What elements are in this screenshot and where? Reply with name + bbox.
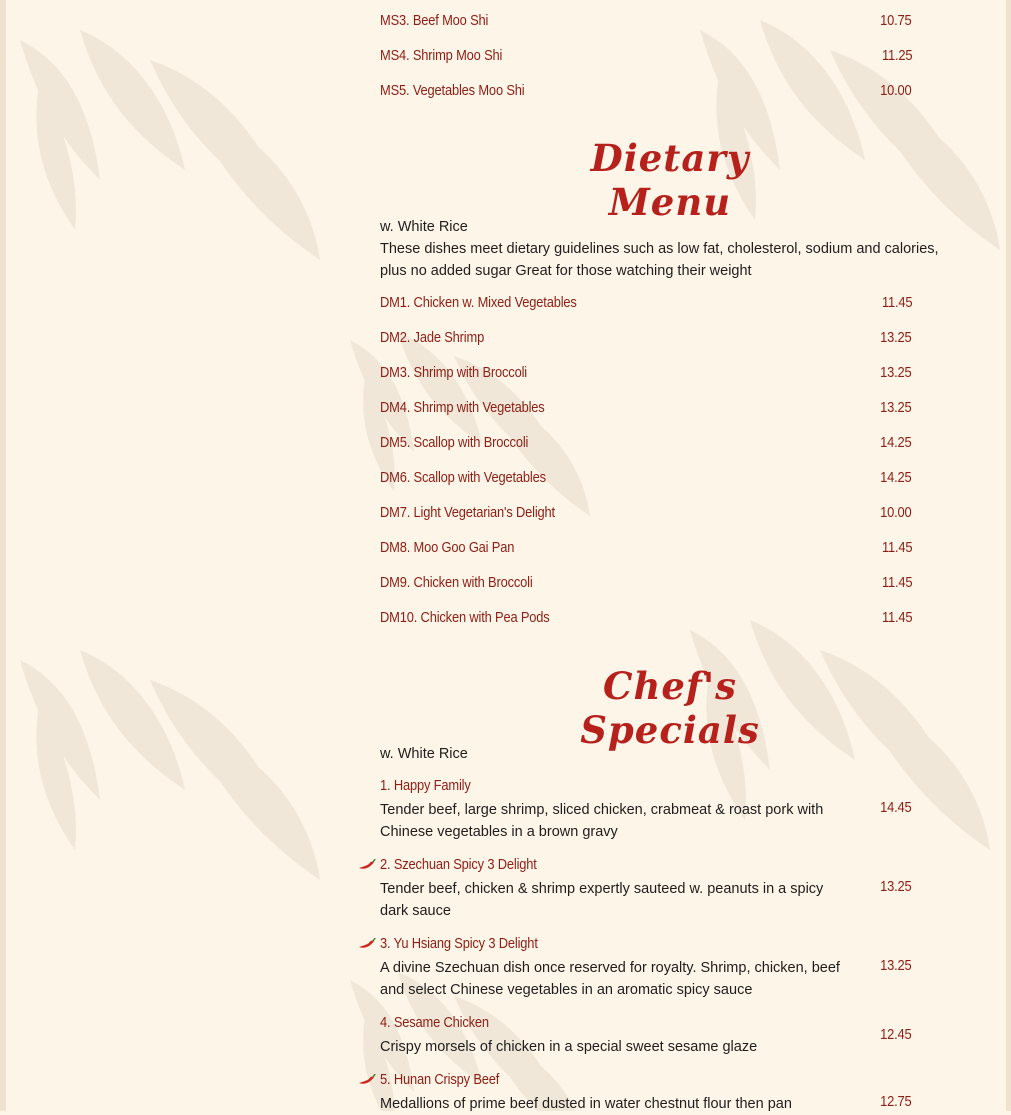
menu-item-price: 10.00 [880, 82, 912, 99]
chili-pepper-icon [358, 938, 376, 950]
menu-item-name: MS5. Vegetables Moo Shi [380, 82, 525, 99]
menu-item-price: 12.45 [880, 1026, 912, 1043]
chili-pepper-icon [358, 1074, 376, 1086]
section-description: plus no added sugar Great for those watching their weight [380, 263, 752, 279]
menu-item-price: 14.45 [880, 799, 912, 816]
menu-item-price: 13.25 [880, 878, 912, 895]
menu-item-description: Tender beef, chicken & shrimp expertly sauteed w. peanuts in a spicy dark sauce [380, 881, 824, 919]
menu-item-price: 13.25 [880, 399, 912, 416]
menu-item-name: DM4. Shrimp with Vegetables [380, 399, 545, 416]
menu-item-name: 1. Happy Family [380, 777, 471, 794]
menu-item-price: 14.25 [880, 469, 912, 486]
menu-item-price: 11.25 [881, 47, 912, 64]
menu-item-price: 11.45 [881, 609, 912, 626]
menu-item-name: DM10. Chicken with Pea Pods [380, 609, 550, 626]
menu-item-name: 2. Szechuan Spicy 3 Delight [380, 856, 537, 873]
menu-item-name: 5. Hunan Crispy Beef [380, 1071, 500, 1088]
menu-item-price: 11.45 [881, 294, 912, 311]
menu-item-name: MS3. Beef Moo Shi [380, 12, 489, 29]
menu-item-name: DM1. Chicken w. Mixed Vegetables [380, 294, 577, 311]
section-note: w. White Rice [380, 219, 468, 235]
menu-item-name: DM3. Shrimp with Broccoli [380, 364, 527, 381]
menu-item-price: 10.00 [880, 504, 912, 521]
menu-item-price: 13.25 [880, 364, 912, 381]
menu-item-name: DM8. Moo Goo Gai Pan [380, 539, 515, 556]
section-note: w. White Rice [380, 746, 468, 762]
menu-item-name: DM9. Chicken with Broccoli [380, 574, 533, 591]
chili-pepper-icon [358, 859, 376, 871]
menu-item-name: DM7. Light Vegetarian's Delight [380, 504, 555, 521]
menu-item-name: DM2. Jade Shrimp [380, 329, 485, 346]
section-description: These dishes meet dietary guidelines such as low fat, cholesterol, sodium and calories, [380, 241, 939, 257]
menu-item-price: 13.25 [880, 957, 912, 974]
section-title-chefs-specials: Chef's Specials [580, 664, 760, 752]
menu-item-name: 4. Sesame Chicken [380, 1014, 489, 1031]
menu-item-price: 11.45 [881, 574, 912, 591]
section-title-dietary: Dietary Menu [590, 136, 750, 224]
menu-item-description: Tender beef, large shrimp, sliced chicken, crabmeat & roast pork with Chinese vegetables in a brown gravy [380, 802, 824, 840]
menu-item-description: A divine Szechuan dish once reserved for royalty. Shrimp, chicken, beef and select Chinese vegetables in an aromatic spicy sauce [380, 960, 840, 998]
menu-item-price: 13.25 [880, 329, 912, 346]
menu-item-name: DM5. Scallop with Broccoli [380, 434, 529, 451]
menu-item-name: MS4. Shrimp Moo Shi [380, 47, 503, 64]
menu-item-description: Crispy morsels of chicken in a special sweet sesame glaze [380, 1039, 758, 1055]
menu-item-name: DM6. Scallop with Vegetables [380, 469, 546, 486]
menu-item-price: 12.75 [880, 1093, 912, 1110]
menu-item-price: 11.45 [881, 539, 912, 556]
menu-item-name: 3. Yu Hsiang Spicy 3 Delight [380, 935, 538, 952]
menu-item-price: 14.25 [880, 434, 912, 451]
menu-item-description: Medallions of prime beef dusted in water chestnut flour then pan [380, 1096, 792, 1112]
menu-item-price: 10.75 [880, 12, 912, 29]
